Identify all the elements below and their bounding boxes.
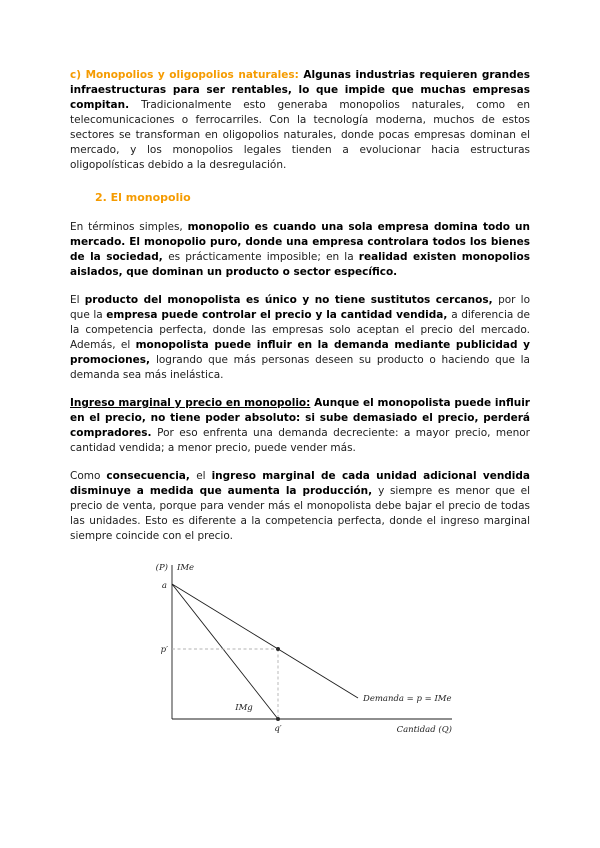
text-run: realidad existen monopolios aislados, que dominan un producto o sector específico. xyxy=(70,251,530,278)
text-run: a diferencia de la competencia perfecta, donde las empresas solo aceptan el precio del mercado. Además, el xyxy=(70,309,530,351)
text-run: monopolio es cuando una sola empresa domina todo un mercado. El monopolio puro, donde una empresa controlara todos los bienes de la sociedad, xyxy=(70,221,530,263)
demand-curve-label: Demanda = p = IMe xyxy=(363,694,452,704)
demand-point-dot xyxy=(276,647,280,651)
intercept-a-label: a xyxy=(161,581,167,591)
text-run: El xyxy=(70,294,85,306)
paragraph-monopoly-definition xyxy=(70,220,530,280)
section-heading-monopolio: 2. El monopolio xyxy=(95,191,191,204)
x-axis-label: Cantidad (Q) xyxy=(396,725,452,735)
paragraph-marginal-income-price xyxy=(70,396,530,456)
text-run: empresa puede controlar el precio y la cantidad vendida, xyxy=(106,309,452,321)
text-run: es prácticamente imposible; en la xyxy=(168,251,359,263)
monopoly-demand-figure xyxy=(132,557,530,744)
demand-line xyxy=(172,584,358,698)
y-axis-ime-label: IMe xyxy=(177,563,195,573)
text-run: Por eso enfrenta una demanda decreciente: a mayor precio, menor cantidad vendida; a menor precio, puede vender más. xyxy=(70,427,530,454)
img-curve-label: IMg xyxy=(235,703,253,713)
paragraph-monopolist-product xyxy=(70,293,530,383)
text-run: Ingreso marginal y precio en monopolio: xyxy=(70,397,311,409)
text-run: por lo que la xyxy=(70,294,530,321)
y-axis-label: (P) xyxy=(155,563,168,573)
text-run: monopolista puede influir en la demanda mediante publicidad y promociones, xyxy=(70,339,530,366)
text-run: el xyxy=(196,470,212,482)
text-run: Algunas industrias requieren grandes infraestructuras para ser rentables, lo que impide que muchas empresas compitan. xyxy=(70,69,530,111)
text-run: producto del monopolista es único y no tiene sustitutos cercanos, xyxy=(84,294,499,306)
text-run: logrando que más personas deseen su producto o haciendo que la demanda sea más inelástica. xyxy=(70,354,530,381)
text-run: En términos simples, xyxy=(70,221,188,233)
text-run: Tradicionalmente esto generaba monopolios naturales, como en telecomunicaciones o ferrocarriles. Con la tecnología moderna, muchos de estos sectores se transforman en oligopolios naturales, donde pocas empresas dominan el mercado, y los monopolios legales tienden a evolucionar hacia estructuras oligopolísticas debido a la desregulación. xyxy=(70,99,530,171)
text-run: Como xyxy=(70,470,107,482)
text-run: ingreso marginal de cada unidad adicional vendida disminuye a medida que aumenta la producción, xyxy=(70,470,531,497)
text-run: consecuencia, xyxy=(106,470,197,482)
text-run: Aunque el monopolista puede influir en el precio, no tiene poder absoluto: si sube demasiado el precio, perderá compradores. xyxy=(70,397,530,439)
monopoly-demand-chart xyxy=(132,557,468,739)
price-p-label: p′ xyxy=(160,645,168,655)
paragraph-marginal-income-consequence xyxy=(70,469,530,544)
marginal-revenue-line xyxy=(172,584,278,719)
quantity-point-dot xyxy=(276,717,280,721)
text-run: y siempre es menor que el precio de venta, porque para vender más el monopolista debe bajar el precio de todas las unidades. Esto es diferente a la competencia perfecta, donde el ingreso marginal siempre coincide con el precio. xyxy=(70,485,530,542)
quantity-q-label: q′ xyxy=(274,724,282,734)
paragraph-natural-monopolies xyxy=(70,68,530,173)
text-run: c) Monopolios y oligopolios naturales: xyxy=(70,69,304,81)
